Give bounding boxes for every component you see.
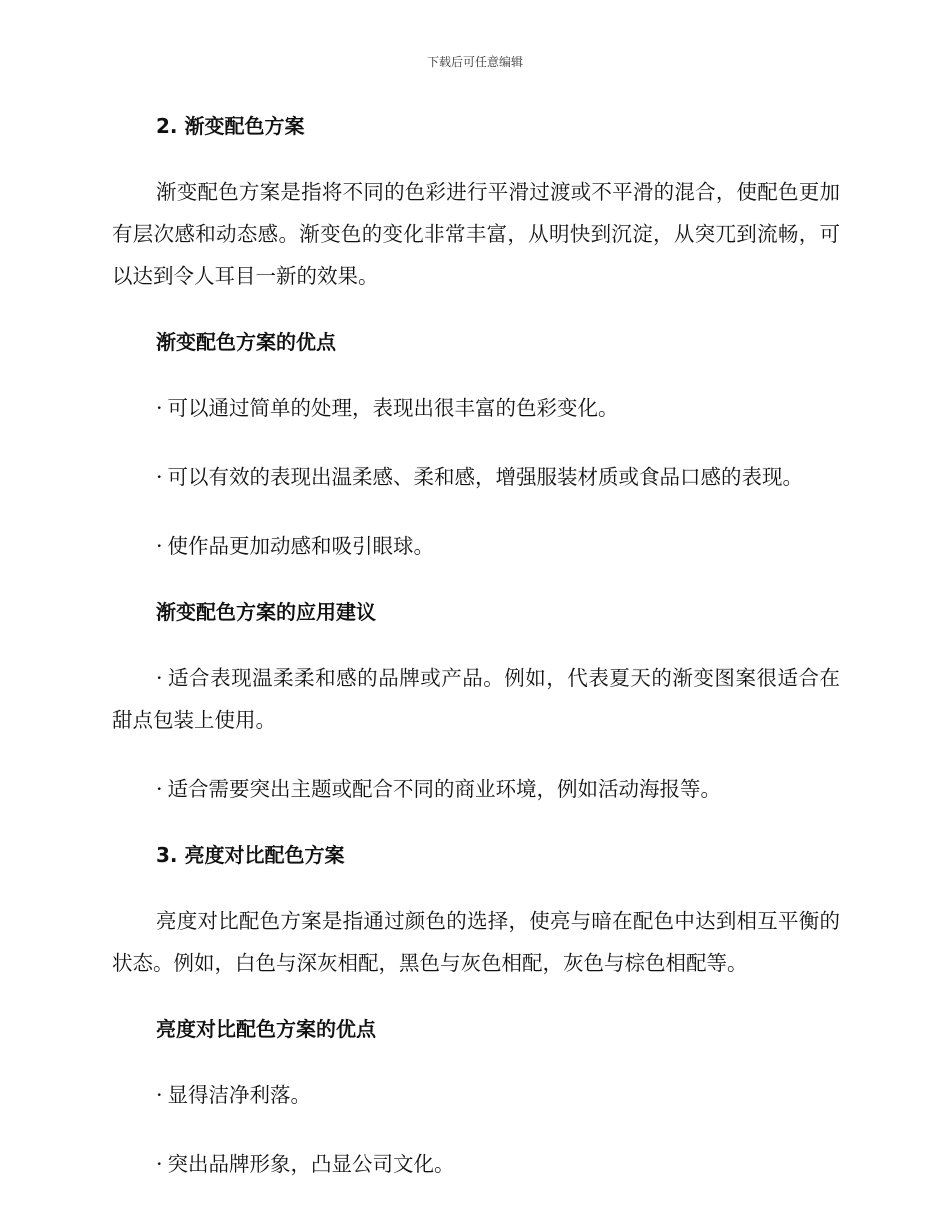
section-heading-brightness: 3. 亮度对比配色方案 [156, 843, 345, 867]
bullet-dot: · [156, 1152, 163, 1176]
gradient-advantage-text: 可以通过简单的处理，表现出很丰富的色彩变化。 [167, 396, 619, 420]
bullet-dot: · [156, 396, 163, 420]
brightness-advantage-item [112, 1074, 840, 1116]
gradient-advantage-text: 使作品更加动感和吸引眼球。 [167, 534, 435, 558]
gradient-suggestion-text: 适合需要突出主题或配合不同的商业环境，例如活动海报等。 [167, 777, 722, 801]
bullet-dot: · [156, 465, 163, 489]
gradient-intro-paragraph: 渐变配色方案是指将不同的色彩进行平滑过渡或不平滑的混合，使配色更加有层次感和动态感。渐变色的变化非常丰富，从明快到沉淀，从突兀到流畅，可以达到令人耳目一新的效果。 [112, 180, 840, 288]
brightness-advantage-text: 突出品牌形象，凸显公司文化。 [167, 1152, 455, 1176]
gradient-suggestion-item [112, 768, 840, 810]
gradient-advantage-item [112, 387, 840, 429]
gradient-advantage-item [112, 525, 840, 567]
bullet-dot: · [156, 1083, 163, 1107]
bullet-dot: · [156, 777, 163, 801]
gradient-suggestion-item [112, 657, 840, 741]
brightness-advantage-text: 显得洁净利落。 [167, 1083, 312, 1107]
gradient-advantages-heading: 渐变配色方案的优点 [156, 330, 336, 354]
gradient-advantage-text: 可以有效的表现出温柔感、柔和感，增强服装材质或食品口感的表现。 [167, 465, 804, 489]
gradient-suggestions-heading: 渐变配色方案的应用建议 [156, 600, 376, 624]
document-body [112, 108, 840, 1212]
bullet-dot: · [156, 534, 163, 558]
brightness-advantages-heading: 亮度对比配色方案的优点 [156, 1017, 376, 1041]
bullet-dot: · [156, 666, 163, 690]
gradient-advantage-item [112, 456, 840, 498]
section-heading-gradient: 2. 渐变配色方案 [156, 114, 305, 138]
page-header: 下载后可任意编辑 [426, 55, 523, 69]
gradient-suggestion-text: 适合表现温柔柔和感的品牌或产品。例如，代表夏天的渐变图案很适合在甜点包装上使用。 [112, 666, 840, 732]
brightness-intro-paragraph: 亮度对比配色方案是指通过颜色的选择，使亮与暗在配色中达到相互平衡的状态。例如，白色与深灰相配，黑色与灰色相配，灰色与棕色相配等。 [112, 909, 840, 975]
brightness-advantage-item [112, 1143, 840, 1185]
